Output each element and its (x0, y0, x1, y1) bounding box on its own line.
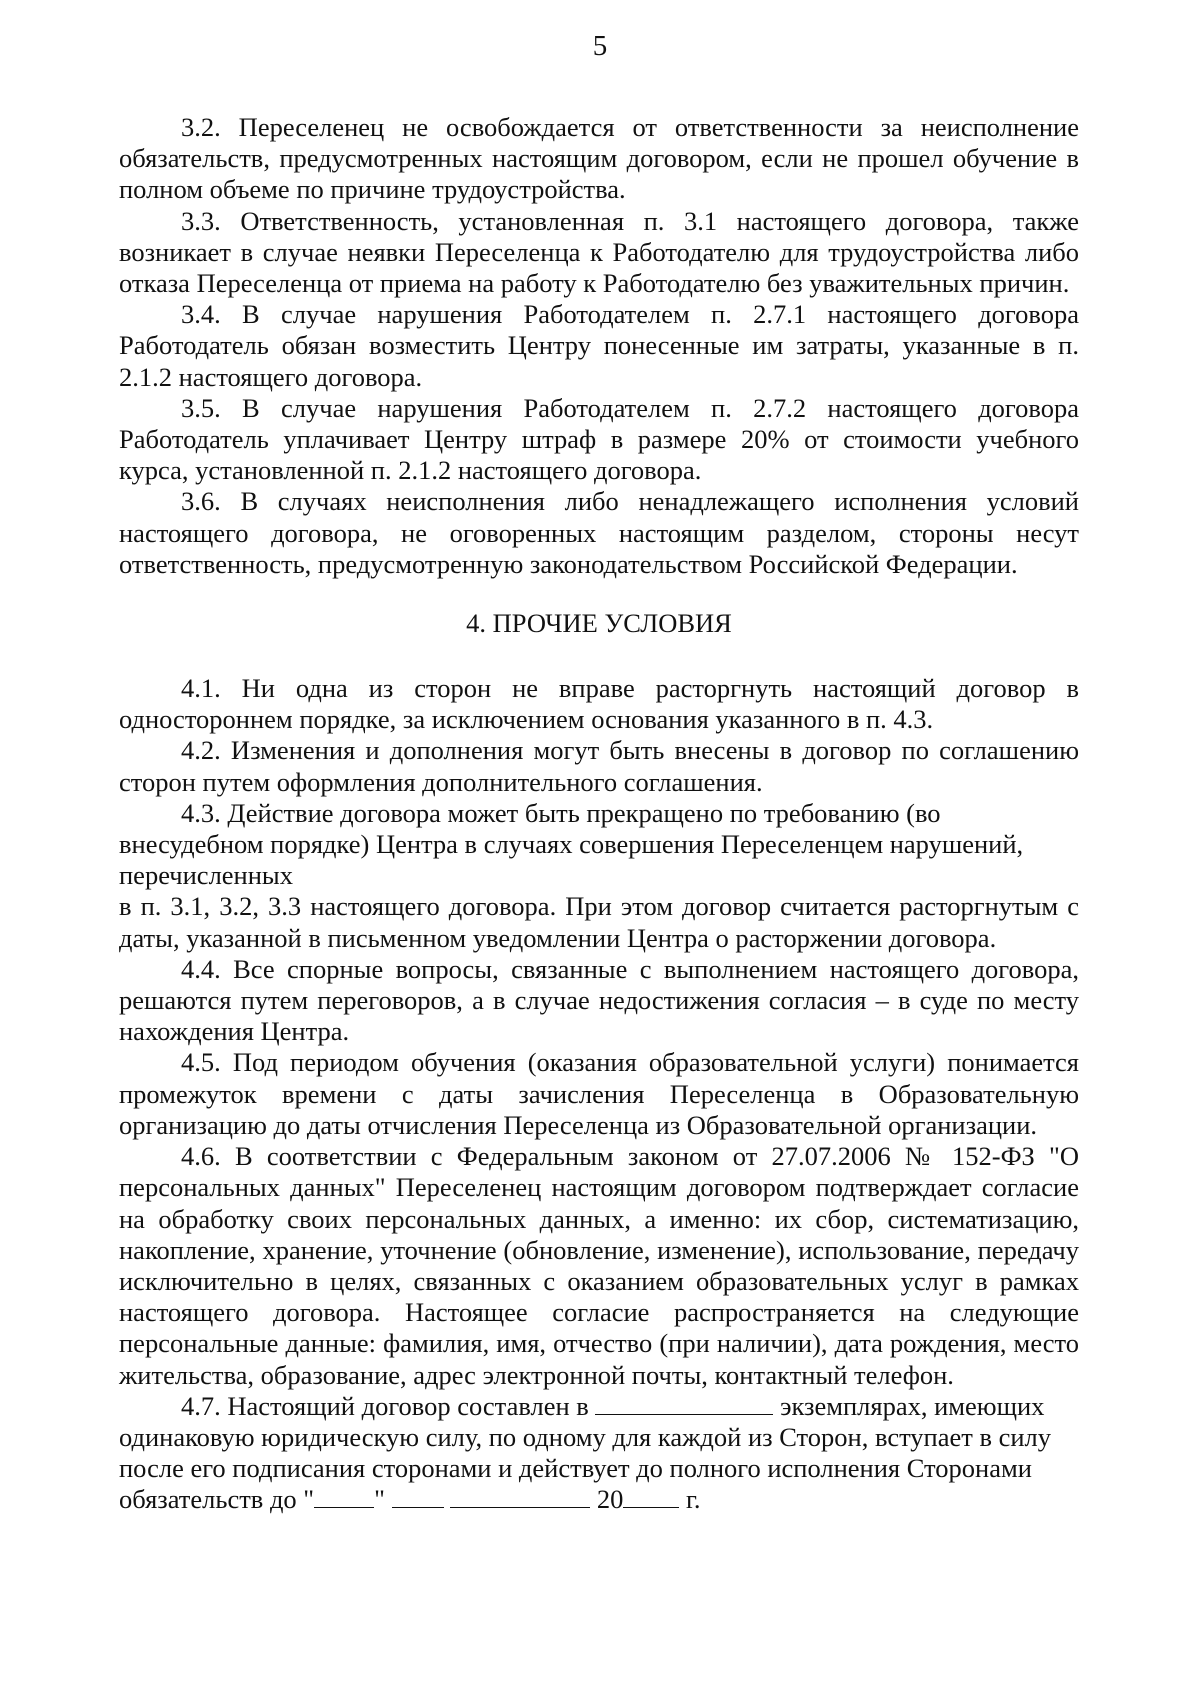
clause-4-7 (119, 1391, 1079, 1516)
clause-4-7-middle: экземплярах, имеющих одинаковую юридическую силу, по одному для каждой из Сторон, вступает в силу после его подписания сторонами и действует до полного исполнения Сторонами обязательств до (119, 1390, 1052, 1515)
month-blank-short (392, 1485, 444, 1508)
clause-4-5: 4.5. Под периодом обучения (оказания образовательной услуги) понимается промежуток времени с даты зачисления Переселенца в Образовательную организацию до даты отчисления Переселенца из Образовательной организации. (119, 1047, 1079, 1140)
year-prefix: 20 (596, 1484, 624, 1515)
clause-4-6: 4.6. В соответствии с Федеральным законом от 27.07.2006 № 152-ФЗ "О персональных данных" Переселенец настоящим договором подтверждает согласие на обработку своих персональных данных, а именно: их сбор, систематизацию, накопление, хранение, уточнение (обновление, изменение), использование, передачу исключительно в целях, связанных с оказанием образовательных услуг в рамках настоящего договора. Настоящее согласие распространяется на следующие персональные данные: фамилия, имя, отчество (при наличии), дата рождения, место жительства, образование, адрес электронной почты, контактный телефон. (119, 1141, 1079, 1390)
clause-3-5: 3.5. В случае нарушения Работодателем п. 2.7.2 настоящего договора Работодатель уплачивает Центру штраф в размере 20% от стоимости учебного курса, установленной п. 2.1.2 настоящего договора. (119, 392, 1079, 486)
opening-quote: " (303, 1484, 315, 1515)
page-number: 5 (592, 30, 608, 62)
clause-3-3: 3.3. Ответственность, установленная п. 3.1 настоящего договора, также возникает в случае неявки Переселенца к Работодателю для трудоустройства либо отказа Переселенца от приема на работу к Работодателю без уважительных причин. (119, 205, 1079, 299)
month-blank-long (450, 1485, 590, 1508)
clause-4-2: 4.2. Изменения и дополнения могут быть внесены в договор по соглашению сторон путем оформления дополнительного соглашения. (119, 735, 1079, 797)
clause-3-2: 3.2. Переселенец не освобождается от ответственности за неисполнение обязательств, предусмотренных настоящим договором, если не прошел обучение в полном объеме по причине трудоустройства. (119, 112, 1079, 205)
year-suffix: г. (685, 1484, 701, 1515)
contract-body (119, 112, 1079, 1516)
clause-3-4: 3.4. В случае нарушения Работодателем п. 2.7.1 настоящего договора Работодатель обязан возместить Центру понесенные им затраты, указанные в п. 2.1.2 настоящего договора. (119, 299, 1079, 392)
day-blank (314, 1485, 374, 1508)
clause-4-3-first-part: 4.3. Действие договора может быть прекращено по требованию (во внесудебном порядке) Центра в случаях совершения Переселенцем нарушений, перечисленных (119, 797, 1024, 891)
closing-quote: " (374, 1484, 385, 1515)
clause-4-7-start: 4.7. Настоящий договор составлен в (181, 1390, 589, 1421)
clause-4-4: 4.4. Все спорные вопросы, связанные с выполнением настоящего договора, решаются путем переговоров, а в случае недостижения согласия – в суде по месту нахождения Центра. (119, 953, 1079, 1047)
year-blank (623, 1485, 679, 1508)
section-4-heading: 4. ПРОЧИЕ УСЛОВИЯ (466, 608, 732, 639)
clause-4-3-continuation: в п. 3.1, 3.2, 3.3 настоящего договора. При этом договор считается расторгнутым с даты, указанной в письменном уведомлении Центра о расторжении договора. (119, 891, 1079, 953)
copies-count-blank (595, 1392, 773, 1415)
clause-4-1: 4.1. Ни одна из сторон не вправе расторгнуть настоящий договор в одностороннем порядке, за исключением основания указанного в п. 4.3. (119, 673, 1079, 735)
clause-3-6: 3.6. В случаях неисполнения либо ненадлежащего исполнения условий настоящего договора, не оговоренных настоящим разделом, стороны несут ответственность, предусмотренную законодательством Российской Федерации. (119, 486, 1079, 579)
